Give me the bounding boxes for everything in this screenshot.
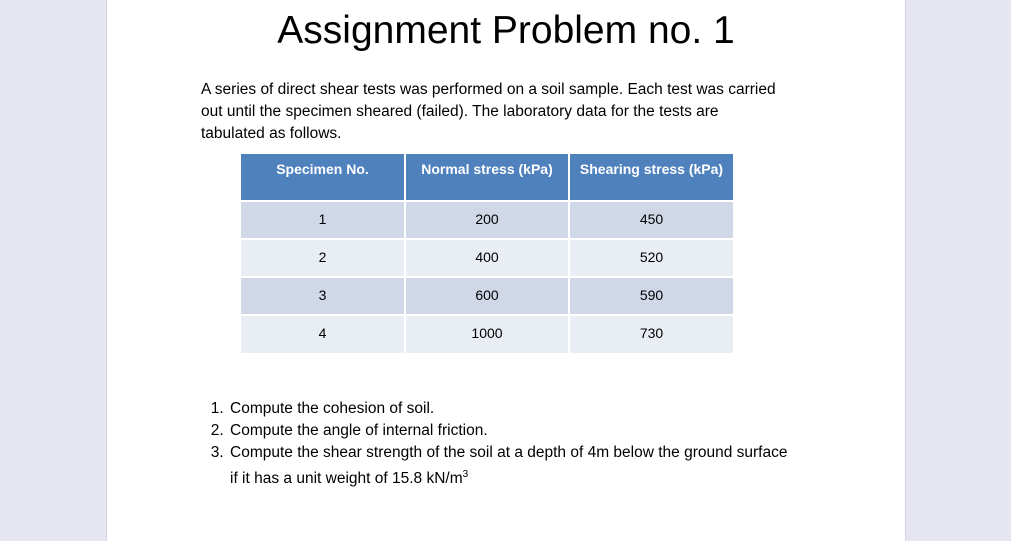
unit-superscript: 3 [462,469,469,480]
shear-test-table [241,154,733,353]
table-row [241,201,733,239]
cell-specimen: 3 [241,277,405,315]
cell-specimen: 2 [241,239,405,277]
question-item: 1. Compute the cohesion of soil. [228,398,788,420]
cell-shearing-stress: 730 [569,315,733,353]
cell-normal-stress: 200 [405,201,569,239]
page-title: Assignment Problem no. 1 [277,9,735,52]
cell-specimen: 1 [241,201,405,239]
table-header-row [241,154,733,201]
header-normal-stress: Normal stress (kPa) [405,154,569,201]
question-item [228,442,788,490]
cell-normal-stress: 1000 [405,315,569,353]
cell-shearing-stress: 520 [569,239,733,277]
table-row [241,315,733,353]
table-row [241,239,733,277]
intro-paragraph: A series of direct shear tests was performed on a soil sample. Each test was carried out until the specimen sheared (failed). The laboratory data for the tests are tabulated as follows. [201,81,776,142]
header-shearing-stress: Shearing stress (kPa) [569,154,733,201]
question-list [201,398,788,490]
slide-page [106,0,906,541]
cell-normal-stress: 400 [405,239,569,277]
header-specimen-no: Specimen No. [241,154,405,201]
question-item: 2. Compute the angle of internal friction. [228,420,788,442]
cell-normal-stress: 600 [405,277,569,315]
cell-specimen: 4 [241,315,405,353]
cell-shearing-stress: 590 [569,277,733,315]
question-text: Compute the shear strength of the soil at a depth of 4m below the ground surface if it has a unit weight of 15.8 kN/m [230,444,788,488]
cell-shearing-stress: 450 [569,201,733,239]
table-row [241,277,733,315]
